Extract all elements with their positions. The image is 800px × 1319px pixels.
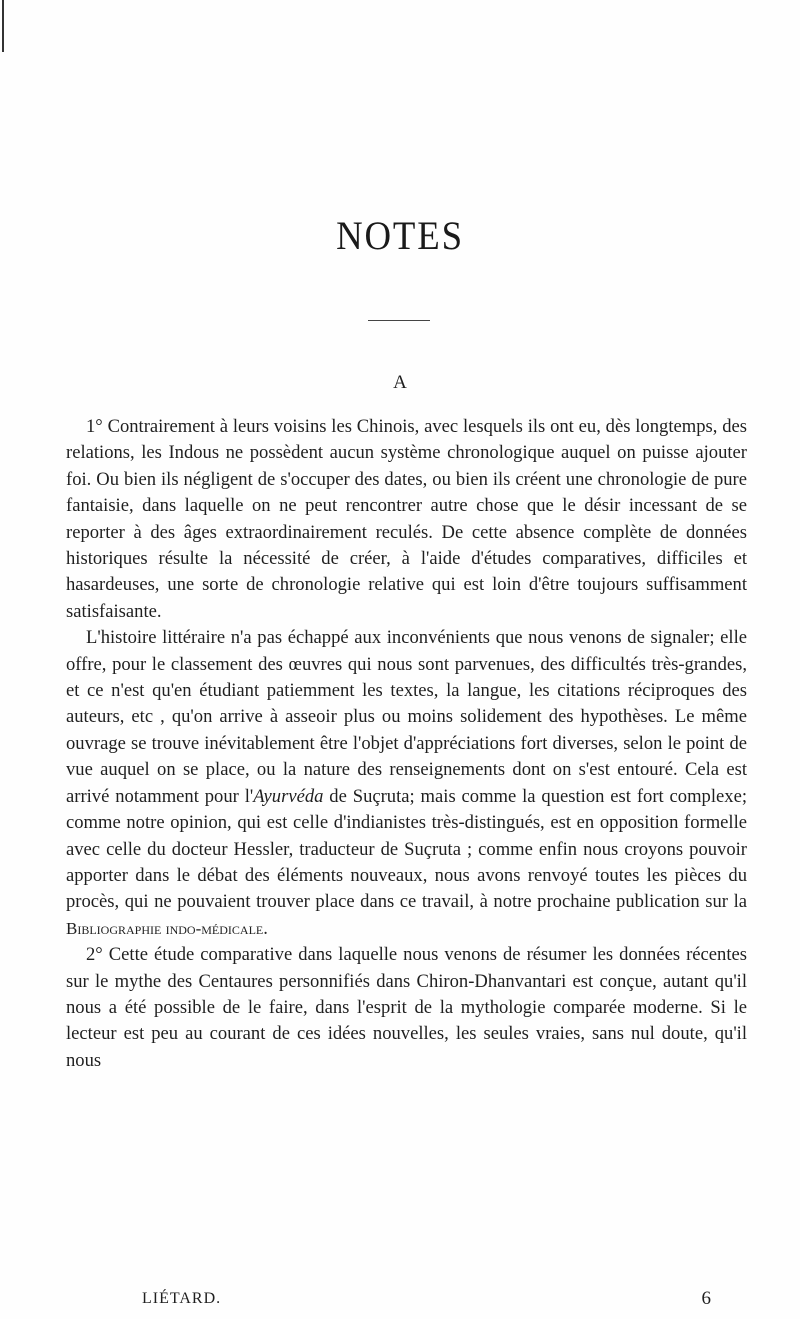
note-paragraph — [66, 942, 747, 1074]
publication-title: Bibliographie indo-médicale — [66, 918, 264, 938]
sheet-number: 6 — [701, 1288, 711, 1309]
page-footer — [66, 1290, 747, 1314]
note-marker: 2° — [86, 944, 103, 966]
note-text: L'histoire littéraire n'a pas échappé aux inconvénients que nous venons de signaler; elle offre, pour le classement des œuvres qui nous sont parvenues, des difficultés très-grandes, et ce n'est qu'en étudiant patiemment les textes, la langue, les citations réciproques des auteurs, etc , qu'on arrive à asseoir plus ou moins solidement des hypothèses. Le même ouvrage se trouve inévitablement être l'objet d'appréciations fort diverses, selon le point de vue auquel on se place, ou la nature des renseignements dont on s'est entouré. Cela est arrivé notamment pour l' — [66, 627, 747, 807]
section-heading: A — [393, 372, 407, 393]
book-title: Ayurvéda — [253, 785, 324, 807]
note-text: Cette étude comparative dans laquelle nous venons de résumer les données récentes sur le mythe des Centaures personnifiés dans Chiron-Dhanvantari est conçue, autant qu'il nous a été possible de le faire, dans l'esprit de la mythologie comparée moderne. Si le lecteur est peu au courant de ces idées nouvelles, les seules vraies, sans nul doute, qu'il nous — [66, 944, 748, 1071]
title-rule — [368, 320, 430, 321]
note-paragraph — [66, 414, 747, 625]
printer-signature: LIÉTARD. — [142, 1290, 222, 1307]
note-text: . — [263, 917, 268, 939]
note-paragraph — [66, 625, 747, 942]
page-edge-mark — [2, 0, 4, 52]
page-title: NOTES — [336, 213, 464, 258]
notes-body — [66, 414, 747, 1074]
note-marker: 1° — [86, 416, 103, 437]
note-text: Contrairement à leurs voisins les Chinois, avec lesquels ils ont eu, dès longtemps, des relations, les Indous ne possèdent aucun système chronologique auquel on puisse ajouter foi. Ou bien ils négligent de s'occuper des dates, ou bien ils créent une chronologie de pure fantaisie, dans laquelle on ne peut rencontrer autre chose que le désir incessant de se reporter à des âges extraordinairement reculés. De cette absence complète de données historiques résulte la nécessité de créer, à l'aide d'études comparatives, difficiles et hasardeuses, une sorte de chronologie relative qui est loin d'être toujours suffisamment satisfaisante. — [66, 416, 747, 622]
note-text: de Suçruta; mais comme la question est fort complexe; comme notre opinion, qui est celle d'indianistes très-distingués, est en opposition formelle avec celle du docteur Hessler, traducteur de Suçruta ; comme enfin nous croyons pouvoir apporter dans le débat des éléments nouveaux, nous avons renvoyé toutes les pièces du procès, qui ne pouvaient trouver place dans ce travail, à notre prochaine publication sur la — [66, 785, 747, 913]
